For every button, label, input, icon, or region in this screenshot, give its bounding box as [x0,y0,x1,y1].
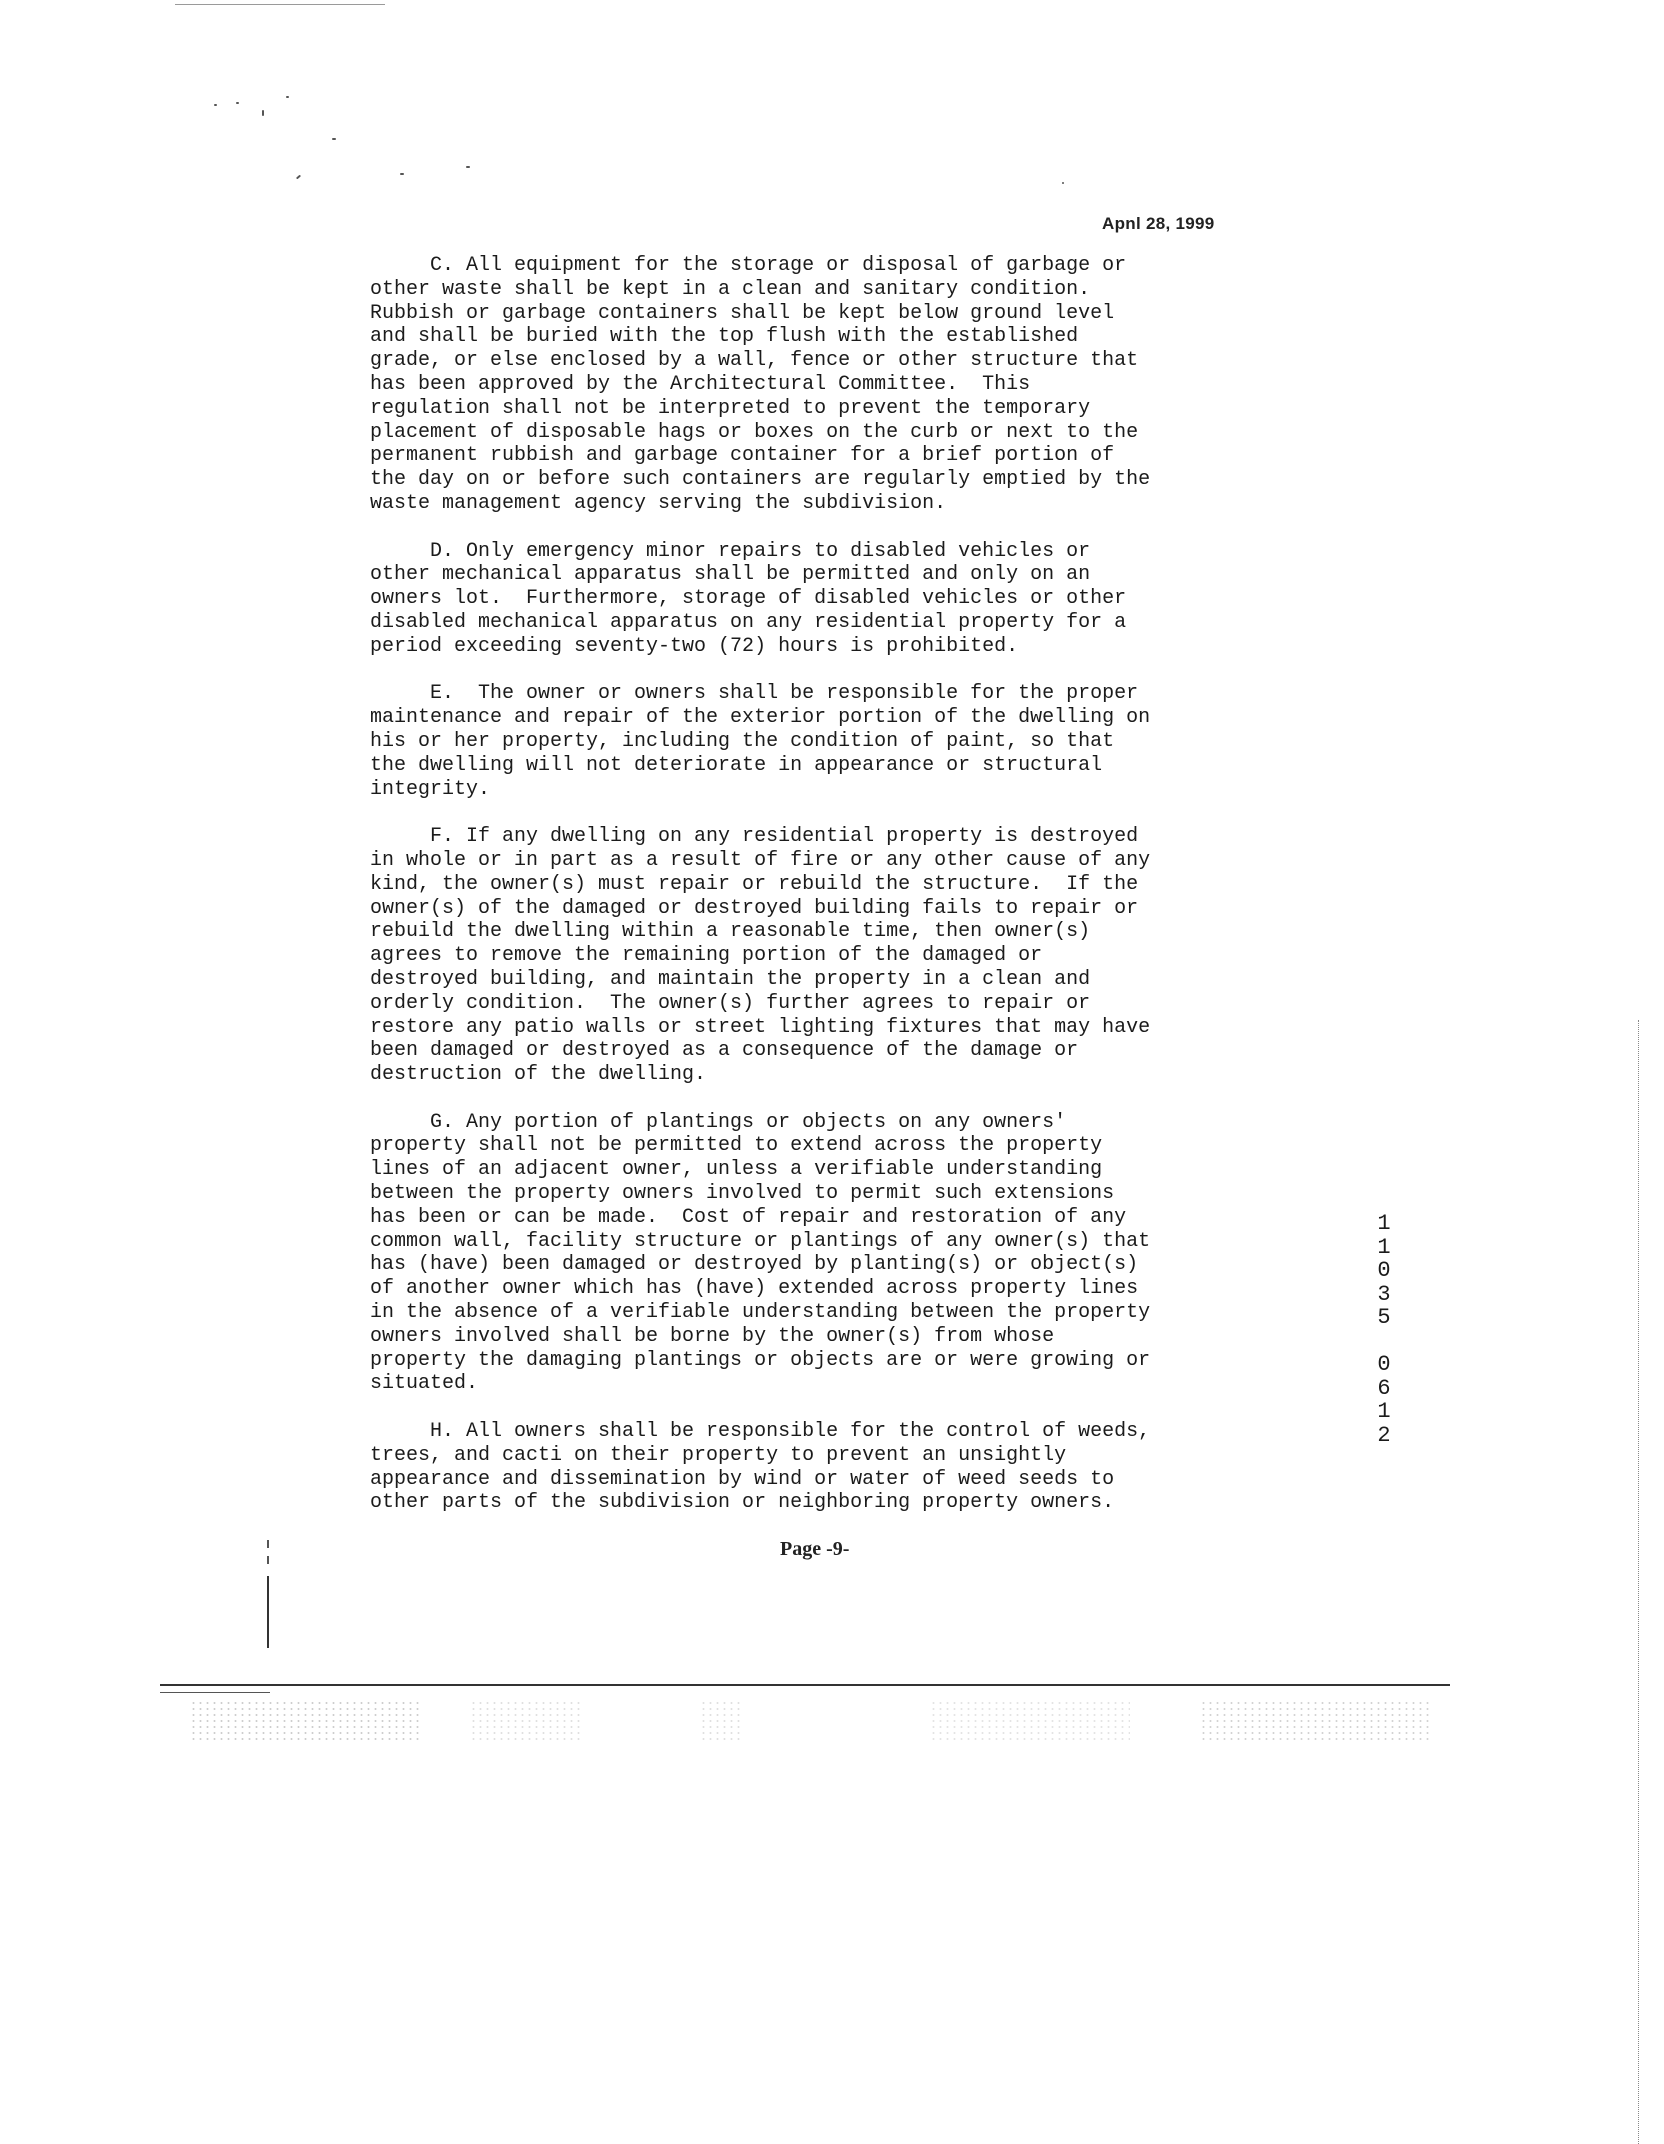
paragraph-g: G. Any portion of plantings or objects on any owners' property shall not be permitted to extend across the property lines of an adjacent owner, unless a verifiable understanding between the property owners involved to permit such extensions has been or can be made. Cost of repair and restoration of any common wall, facility structure or plantings of any owner(s) that has (have) been damaged or destroyed by planting(s) or object(s) of another owner which has (have) extended across property lines in the absence of a verifiable understanding between the property owners involved shall be borne by the owner(s) from whose property the damaging plantings or objects are or were growing or situated. [370,1110,1151,1396]
recording-digit: 1 [1377,1399,1391,1424]
scan-speck [400,173,404,175]
scan-noise [190,1700,420,1740]
paragraph-h: H. All owners shall be responsible for the control of weeds, trees, and cacti on their property to prevent an unsightly appearance and dissemination by wind or water of weed seeds to other parts of the subdivision or neighboring property owners. [370,1420,1151,1515]
page-number: Page -9- [780,1538,850,1560]
recording-digit: 0 [1377,1352,1391,1377]
scan-top-rule [175,4,385,5]
scan-noise [470,1700,580,1740]
paragraph-f: F. If any dwelling on any residential property is destroyed in whole or in part as a result of fire or any other cause of any kind, the owner(s) must repair or rebuild the structure. If the owner(s) of the damaged or destroyed building fails to repair or rebuild the dwelling within a reasonable time, then owner(s) agrees to remove the remaining portion of the damaged or destroyed building, and maintain the property in a clean and orderly condition. The owner(s) further agrees to repair or restore any patio walls or street lighting fixtures that may have been damaged or destroyed as a consequence of the damage or destruction of the dwelling. [370,825,1151,1087]
recording-gap [1372,1330,1396,1354]
recording-digit: 0 [1377,1258,1391,1283]
scan-speck [262,110,264,116]
scan-margin-mark [267,1556,269,1564]
scan-noise [700,1700,740,1740]
scan-margin-bar [267,1576,269,1648]
document-date: Apnl 28, 1999 [1102,214,1215,233]
scan-noise [1200,1700,1430,1740]
scan-margin-mark [267,1540,269,1548]
scan-speck [466,166,470,168]
scan-right-edge [1638,1020,1639,2144]
scan-speck [1062,182,1064,184]
recording-digit: 2 [1377,1422,1391,1448]
recording-digit: 5 [1377,1305,1391,1330]
scan-speck [332,138,336,140]
paragraph-d: D. Only emergency minor repairs to disabled vehicles or other mechanical apparatus shall be permitted and only on an owners lot. Furthermore, storage of disabled vehicles or other disabled mechanical apparatus on any residential property for a period exceeding seventy-two (72) hours is prohibited. [370,539,1127,658]
scan-speck [296,175,301,180]
scan-speck [286,96,289,98]
paragraph-c: C. All equipment for the storage or disposal of garbage or other waste shall be kept in a clean and sanitary condition. Rubbish or garbage containers shall be kept below ground level and shall be buried with the top flush with the established grade, or else enclosed by a wall, fence or other structure that has been approved by the Architectural Committee. This regulation shall not be interpreted to prevent the temporary placement of disposable hags or boxes on the curb or next to the permanent rubbish and garbage container for a brief portion of the day on or before such containers are regularly emptied by the waste management agency serving the subdivision. [370,254,1151,515]
vertical-recording-number [1372,1212,1396,1447]
recording-digit: 3 [1377,1281,1391,1307]
document-body [370,254,1270,1539]
recording-digit: 6 [1377,1375,1391,1401]
scan-bottom-rule-short [160,1692,270,1693]
recording-digit: 1 [1377,1234,1391,1260]
scan-bottom-rule [160,1684,1450,1686]
paragraph-e: E. The owner or owners shall be responsible for the proper maintenance and repair of the exterior portion of the dwelling on his or her property, including the condition of paint, so that the dwelling will not deteriorate in appearance or structural integrity. [370,682,1151,801]
scan-speck [236,102,239,104]
recording-digit: 1 [1377,1211,1391,1236]
scan-speck [214,104,217,106]
scan-noise [930,1700,1130,1740]
